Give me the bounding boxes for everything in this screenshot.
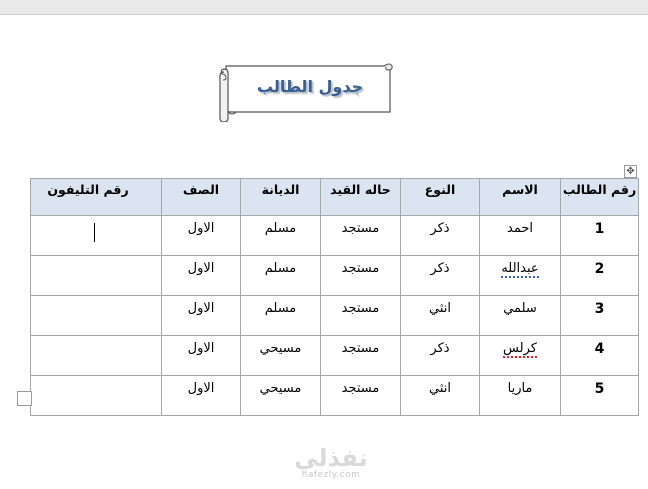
header-name: الاسم [480, 179, 561, 216]
header-enrollment-status: حاله القيد [321, 179, 401, 216]
cell-religion[interactable]: مسيحي [241, 376, 321, 416]
cell-name[interactable]: احمد [480, 216, 561, 256]
cell-religion[interactable]: مسيحي [241, 336, 321, 376]
table-row [31, 296, 639, 336]
header-gender: النوع [401, 179, 480, 216]
cell-gender[interactable]: انثي [401, 296, 480, 336]
cell-name-text: كرلس [503, 341, 537, 356]
cell-grade[interactable]: الاول [162, 256, 241, 296]
cell-enrollment-status[interactable]: مستجد [321, 376, 401, 416]
watermark-arabic: نفذلي [294, 444, 368, 472]
cell-name-text: عبدالله [501, 261, 539, 276]
table-row [31, 376, 639, 416]
cell-phone[interactable] [31, 336, 162, 376]
cell-enrollment-status[interactable]: مستجد [321, 216, 401, 256]
page-title: جدول الطالب [256, 77, 364, 96]
cell-student-number[interactable]: 4 [561, 336, 639, 376]
header-phone-label: رقم التليفون [47, 182, 129, 197]
cell-gender[interactable]: انثي [401, 376, 480, 416]
cell-student-number[interactable]: 2 [561, 256, 639, 296]
resize-square-icon[interactable] [17, 391, 32, 406]
cell-religion[interactable]: مسلم [241, 256, 321, 296]
table-header-row [31, 179, 639, 216]
cell-student-number[interactable]: 5 [561, 376, 639, 416]
header-grade: الصف [162, 179, 241, 216]
table-row [31, 216, 639, 256]
cell-enrollment-status[interactable]: مستجد [321, 296, 401, 336]
window-top-bar [0, 0, 648, 15]
cell-religion[interactable]: مسلم [241, 216, 321, 256]
cell-phone[interactable] [31, 376, 162, 416]
cell-grade[interactable]: الاول [162, 336, 241, 376]
text-cursor [94, 223, 95, 242]
cell-name[interactable]: سلمي [480, 296, 561, 336]
cell-grade[interactable]: الاول [162, 296, 241, 336]
cell-enrollment-status[interactable]: مستجد [321, 336, 401, 376]
cell-phone-active[interactable] [31, 216, 162, 256]
cell-grade[interactable]: الاول [162, 216, 241, 256]
cell-student-number[interactable]: 3 [561, 296, 639, 336]
cell-gender[interactable]: ذكر [401, 336, 480, 376]
watermark-latin: nafezly.com [301, 470, 361, 480]
cell-enrollment-status[interactable]: مستجد [321, 256, 401, 296]
header-religion: الديانة [241, 179, 321, 216]
watermark [283, 446, 379, 481]
cell-name[interactable]: ماريا [480, 376, 561, 416]
cell-name[interactable] [480, 256, 561, 296]
table-row [31, 336, 639, 376]
cell-gender[interactable]: ذكر [401, 216, 480, 256]
cell-gender[interactable]: ذكر [401, 256, 480, 296]
cell-student-number[interactable]: 1 [561, 216, 639, 256]
header-phone [31, 179, 162, 216]
cell-religion[interactable]: مسلم [241, 296, 321, 336]
students-table [30, 178, 639, 416]
cell-name[interactable] [480, 336, 561, 376]
cell-phone[interactable] [31, 256, 162, 296]
move-arrows-icon[interactable]: ✥ [624, 165, 637, 178]
table-row [31, 256, 639, 296]
cell-grade[interactable]: الاول [162, 376, 241, 416]
cell-phone[interactable] [31, 296, 162, 336]
title-scroll-banner [218, 60, 394, 122]
header-student-number: رقم الطالب [561, 179, 639, 216]
